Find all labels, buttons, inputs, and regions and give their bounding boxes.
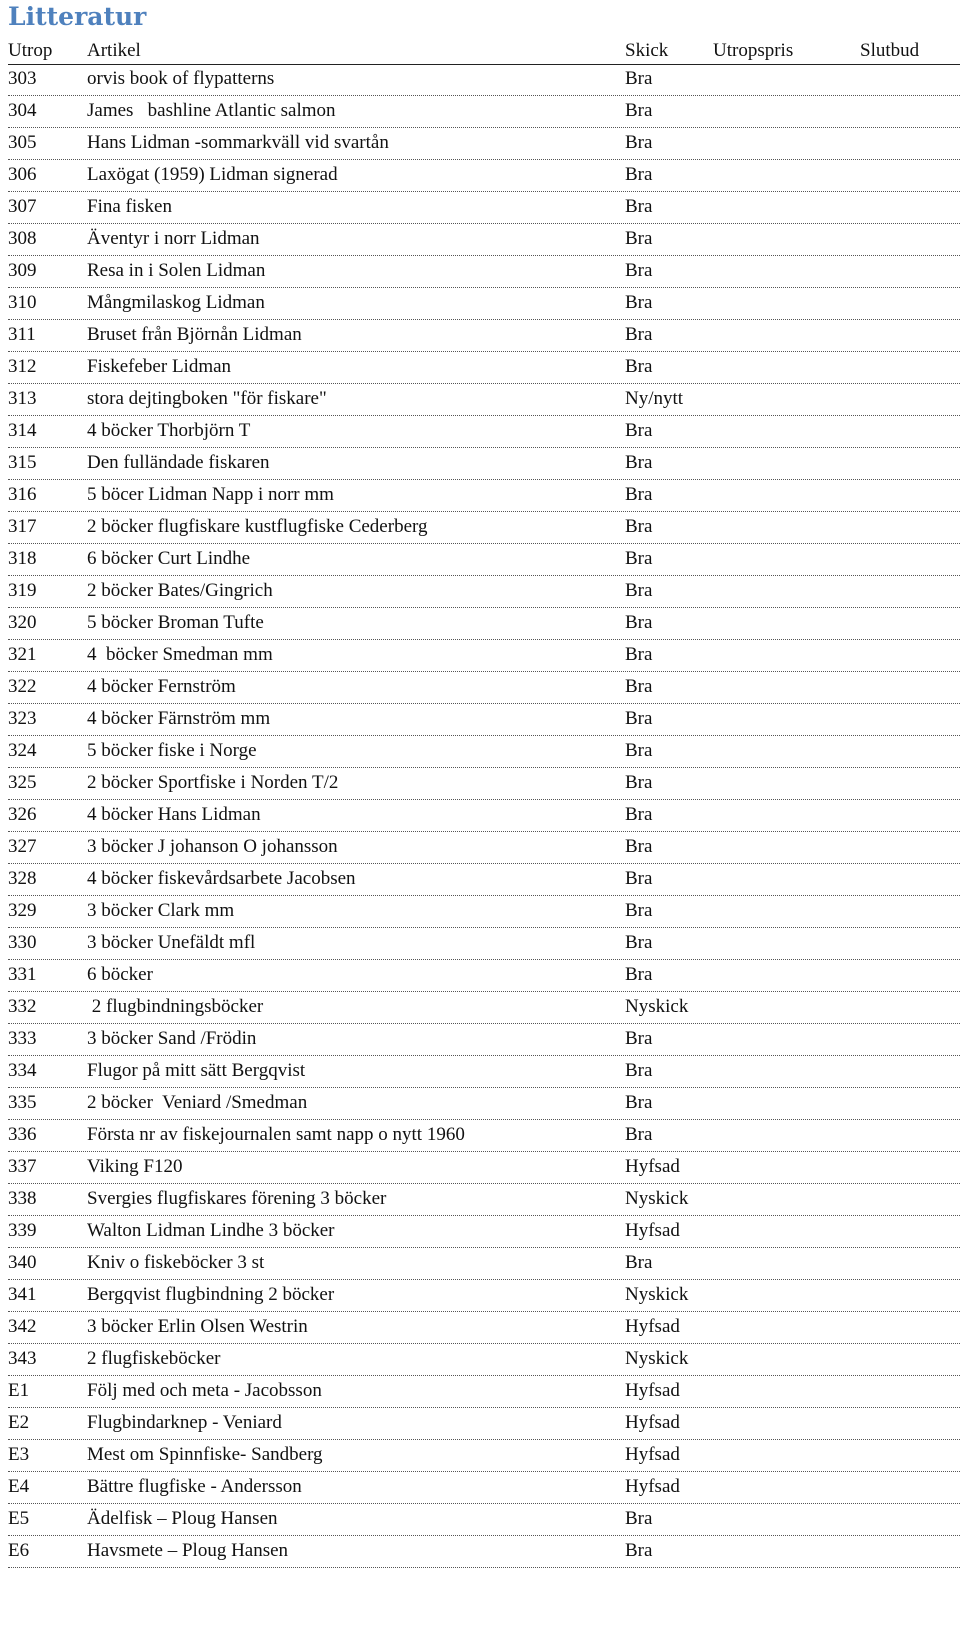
- cell-utrop: E5: [8, 1508, 30, 1529]
- cell-skick: Bra: [625, 708, 653, 729]
- cell-artikel: 4 böcker Thorbjörn T: [87, 420, 251, 441]
- cell-utrop: 318: [8, 548, 37, 569]
- cell-artikel: 3 böcker J johanson O johansson: [87, 836, 338, 857]
- table-row: [8, 1376, 960, 1408]
- cell-skick: Hyfsad: [625, 1156, 680, 1177]
- cell-artikel: Bergqvist flugbindning 2 böcker: [87, 1284, 335, 1305]
- cell-artikel: 3 böcker Sand /Frödin: [87, 1028, 257, 1049]
- table-row: [8, 320, 960, 352]
- table-row: [8, 1536, 960, 1568]
- cell-utrop: 305: [8, 132, 37, 153]
- cell-artikel: 3 böcker Unefäldt mfl: [87, 932, 256, 953]
- cell-utrop: 330: [8, 932, 37, 953]
- table-row: [8, 1024, 960, 1056]
- cell-utrop: 335: [8, 1092, 37, 1113]
- table-row: [8, 192, 960, 224]
- cell-skick: Hyfsad: [625, 1412, 680, 1433]
- cell-artikel: 4 böcker Färnström mm: [87, 708, 271, 729]
- table-row: [8, 384, 960, 416]
- cell-artikel: Havsmete – Ploug Hansen: [87, 1540, 289, 1561]
- cell-utrop: 313: [8, 388, 37, 409]
- cell-skick: Bra: [625, 292, 653, 313]
- cell-skick: Bra: [625, 676, 653, 697]
- cell-skick: Bra: [625, 1124, 653, 1145]
- table-row: [8, 1184, 960, 1216]
- cell-utrop: E3: [8, 1444, 30, 1465]
- table-row: [8, 288, 960, 320]
- column-header-utrop: Utrop: [8, 40, 53, 61]
- cell-artikel: stora dejtingboken "för fiskare": [87, 388, 327, 409]
- cell-utrop: E4: [8, 1476, 30, 1497]
- cell-artikel: Mångmilaskog Lidman: [87, 292, 265, 313]
- table-row: [8, 736, 960, 768]
- cell-artikel: 2 böcker Veniard /Smedman: [87, 1092, 308, 1113]
- table-row: [8, 416, 960, 448]
- cell-artikel: Resa in i Solen Lidman: [87, 260, 266, 281]
- cell-artikel: Laxögat (1959) Lidman signerad: [87, 164, 338, 185]
- table-row: [8, 1088, 960, 1120]
- cell-skick: Hyfsad: [625, 1444, 680, 1465]
- cell-skick: Bra: [625, 644, 653, 665]
- cell-skick: Bra: [625, 1252, 653, 1273]
- cell-skick: Bra: [625, 740, 653, 761]
- cell-utrop: E2: [8, 1412, 30, 1433]
- table-row: [8, 896, 960, 928]
- cell-artikel: Fina fisken: [87, 196, 172, 217]
- cell-utrop: 333: [8, 1028, 37, 1049]
- cell-utrop: 328: [8, 868, 37, 889]
- cell-skick: Bra: [625, 68, 653, 89]
- cell-utrop: 342: [8, 1316, 37, 1337]
- cell-artikel: Hans Lidman -sommarkväll vid svartån: [87, 132, 389, 153]
- cell-artikel: 2 flugfiskeböcker: [87, 1348, 221, 1369]
- cell-skick: Bra: [625, 868, 653, 889]
- table-row: [8, 672, 960, 704]
- table-row: [8, 96, 960, 128]
- cell-utrop: 310: [8, 292, 37, 313]
- cell-skick: Bra: [625, 100, 653, 121]
- cell-artikel: 2 böcker Bates/Gingrich: [87, 580, 273, 601]
- table-row: [8, 224, 960, 256]
- table-row: [8, 992, 960, 1024]
- cell-utrop: 307: [8, 196, 37, 217]
- cell-skick: Bra: [625, 900, 653, 921]
- cell-skick: Nyskick: [625, 996, 689, 1017]
- table-row: [8, 1344, 960, 1376]
- cell-artikel: 2 böcker flugfiskare kustflugfiske Cederberg: [87, 516, 428, 537]
- cell-artikel: 4 böcker Smedman mm: [87, 644, 273, 665]
- table-row: [8, 1056, 960, 1088]
- cell-utrop: 324: [8, 740, 37, 761]
- cell-utrop: 312: [8, 356, 37, 377]
- cell-artikel: Svergies flugfiskares förening 3 böcker: [87, 1188, 387, 1209]
- cell-skick: Bra: [625, 1508, 653, 1529]
- cell-utrop: 303: [8, 68, 37, 89]
- cell-utrop: 339: [8, 1220, 37, 1241]
- cell-artikel: Bruset från Björnån Lidman: [87, 324, 302, 345]
- cell-utrop: 337: [8, 1156, 37, 1177]
- cell-utrop: 317: [8, 516, 37, 537]
- table-row: [8, 1248, 960, 1280]
- cell-utrop: 323: [8, 708, 37, 729]
- cell-skick: Bra: [625, 1028, 653, 1049]
- cell-artikel: 6 böcker: [87, 964, 153, 985]
- cell-utrop: 322: [8, 676, 37, 697]
- column-header-slutbud: Slutbud: [860, 40, 920, 61]
- table-row: [8, 1408, 960, 1440]
- table-row: [8, 1312, 960, 1344]
- table-row: [8, 1504, 960, 1536]
- cell-skick: Hyfsad: [625, 1316, 680, 1337]
- cell-skick: Bra: [625, 964, 653, 985]
- cell-utrop: 325: [8, 772, 37, 793]
- cell-artikel: 4 böcker Hans Lidman: [87, 804, 261, 825]
- table-row: [8, 928, 960, 960]
- cell-skick: Bra: [625, 516, 653, 537]
- table-row: [8, 608, 960, 640]
- table-row: [8, 1280, 960, 1312]
- cell-utrop: 332: [8, 996, 37, 1017]
- cell-artikel: Följ med och meta - Jacobsson: [87, 1380, 322, 1401]
- cell-utrop: 329: [8, 900, 37, 921]
- cell-utrop: 331: [8, 964, 37, 985]
- cell-artikel: Bättre flugfiske - Andersson: [87, 1476, 302, 1497]
- table-row: [8, 1440, 960, 1472]
- cell-artikel: Fiskefeber Lidman: [87, 356, 232, 377]
- cell-artikel: 5 böcer Lidman Napp i norr mm: [87, 484, 334, 505]
- column-header-artikel: Artikel: [87, 40, 141, 61]
- cell-skick: Bra: [625, 196, 653, 217]
- cell-artikel: Kniv o fiskeböcker 3 st: [87, 1252, 265, 1273]
- cell-artikel: 5 böcker Broman Tufte: [87, 612, 264, 633]
- cell-skick: Hyfsad: [625, 1220, 680, 1241]
- table-row: [8, 704, 960, 736]
- cell-artikel: Flugor på mitt sätt Bergqvist: [87, 1060, 306, 1081]
- cell-skick: Nyskick: [625, 1284, 689, 1305]
- table-row: [8, 1120, 960, 1152]
- cell-utrop: 341: [8, 1284, 37, 1305]
- cell-skick: Bra: [625, 580, 653, 601]
- table-row: [8, 1472, 960, 1504]
- cell-skick: Bra: [625, 228, 653, 249]
- cell-artikel: Första nr av fiskejournalen samt napp o nytt 1960: [87, 1124, 465, 1145]
- cell-utrop: 340: [8, 1252, 37, 1273]
- cell-utrop: 320: [8, 612, 37, 633]
- cell-utrop: 311: [8, 324, 36, 345]
- cell-skick: Bra: [625, 420, 653, 441]
- cell-skick: Bra: [625, 1092, 653, 1113]
- table-row: [8, 544, 960, 576]
- table-row: [8, 448, 960, 480]
- cell-skick: Hyfsad: [625, 1380, 680, 1401]
- cell-utrop: 306: [8, 164, 37, 185]
- cell-utrop: 326: [8, 804, 37, 825]
- cell-artikel: Viking F120: [87, 1156, 183, 1177]
- table-row: [8, 128, 960, 160]
- table-row: [8, 1152, 960, 1184]
- table-row: [8, 640, 960, 672]
- table-row: [8, 64, 960, 96]
- cell-utrop: 309: [8, 260, 37, 281]
- column-header-skick: Skick: [625, 40, 669, 61]
- cell-artikel: Ädelfisk – Ploug Hansen: [87, 1508, 278, 1529]
- cell-artikel: Äventyr i norr Lidman: [87, 228, 260, 249]
- table-row: [8, 864, 960, 896]
- cell-skick: Bra: [625, 548, 653, 569]
- cell-utrop: 338: [8, 1188, 37, 1209]
- cell-utrop: 315: [8, 452, 37, 473]
- cell-skick: Bra: [625, 324, 653, 345]
- cell-utrop: 334: [8, 1060, 37, 1081]
- cell-skick: Bra: [625, 260, 653, 281]
- table-row: [8, 480, 960, 512]
- cell-skick: Bra: [625, 164, 653, 185]
- cell-utrop: E6: [8, 1540, 30, 1561]
- table-row: [8, 1216, 960, 1248]
- cell-utrop: 327: [8, 836, 37, 857]
- section-title: Litteratur: [8, 2, 147, 31]
- table-row: [8, 160, 960, 192]
- table-row: [8, 576, 960, 608]
- table-row: [8, 832, 960, 864]
- cell-utrop: 308: [8, 228, 37, 249]
- cell-utrop: 316: [8, 484, 37, 505]
- cell-utrop: 343: [8, 1348, 37, 1369]
- column-header-utropspris: Utropspris: [713, 40, 794, 61]
- cell-skick: Nyskick: [625, 1188, 689, 1209]
- table-header: [8, 36, 960, 65]
- cell-skick: Bra: [625, 132, 653, 153]
- cell-skick: Bra: [625, 484, 653, 505]
- cell-artikel: 5 böcker fiske i Norge: [87, 740, 257, 761]
- cell-artikel: orvis book of flypatterns: [87, 68, 275, 89]
- cell-skick: Nyskick: [625, 1348, 689, 1369]
- cell-artikel: 3 böcker Clark mm: [87, 900, 235, 921]
- cell-utrop: 304: [8, 100, 37, 121]
- cell-artikel: Den fulländade fiskaren: [87, 452, 270, 473]
- cell-skick: Ny/nytt: [625, 388, 684, 409]
- cell-utrop: 319: [8, 580, 37, 601]
- cell-artikel: 4 böcker Fernström: [87, 676, 236, 697]
- cell-skick: Bra: [625, 1060, 653, 1081]
- cell-artikel: 6 böcker Curt Lindhe: [87, 548, 251, 569]
- table-row: [8, 960, 960, 992]
- cell-skick: Bra: [625, 804, 653, 825]
- cell-artikel: 4 böcker fiskevårdsarbete Jacobsen: [87, 868, 356, 889]
- cell-skick: Bra: [625, 612, 653, 633]
- cell-artikel: Flugbindarknep - Veniard: [87, 1412, 282, 1433]
- table-row: [8, 352, 960, 384]
- cell-skick: Bra: [625, 932, 653, 953]
- cell-artikel: 2 böcker Sportfiske i Norden T/2: [87, 772, 339, 793]
- cell-skick: Bra: [625, 836, 653, 857]
- cell-utrop: 321: [8, 644, 37, 665]
- cell-artikel: 3 böcker Erlin Olsen Westrin: [87, 1316, 308, 1337]
- cell-skick: Bra: [625, 1540, 653, 1561]
- cell-utrop: 336: [8, 1124, 37, 1145]
- cell-artikel: James bashline Atlantic salmon: [87, 100, 336, 121]
- cell-utrop: 314: [8, 420, 37, 441]
- cell-skick: Bra: [625, 772, 653, 793]
- cell-artikel: Walton Lidman Lindhe 3 böcker: [87, 1220, 335, 1241]
- cell-artikel: Mest om Spinnfiske- Sandberg: [87, 1444, 323, 1465]
- table-row: [8, 800, 960, 832]
- cell-skick: Hyfsad: [625, 1476, 680, 1497]
- table-row: [8, 256, 960, 288]
- table-row: [8, 512, 960, 544]
- cell-artikel: 2 flugbindningsböcker: [87, 996, 264, 1017]
- cell-skick: Bra: [625, 356, 653, 377]
- cell-utrop: E1: [8, 1380, 30, 1401]
- cell-skick: Bra: [625, 452, 653, 473]
- table-row: [8, 768, 960, 800]
